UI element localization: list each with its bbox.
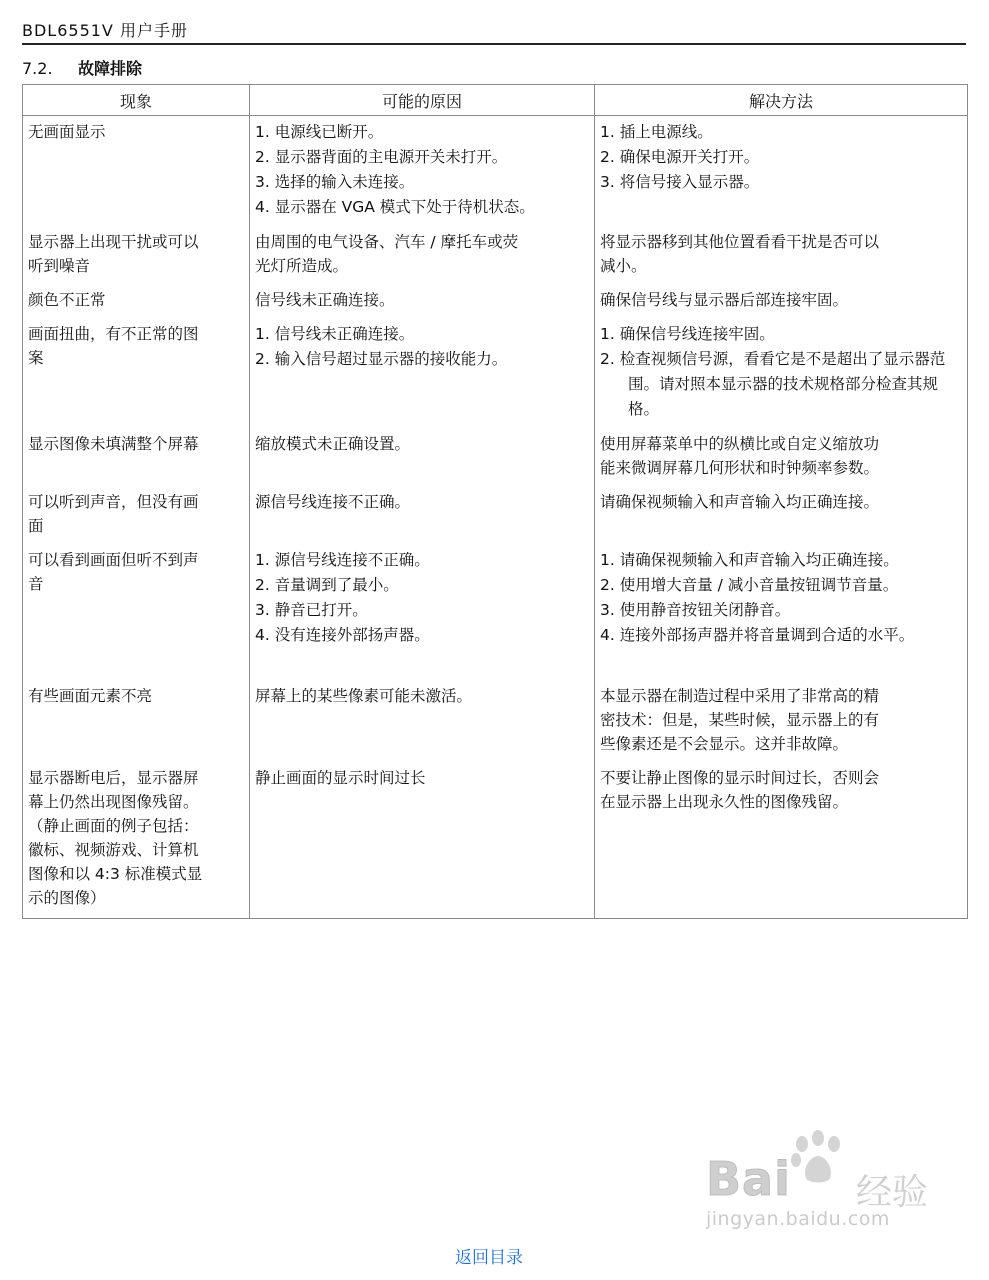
list-item: 3. 将信号接入显示器。 <box>600 173 760 191</box>
paw-icon <box>788 1130 848 1186</box>
text-line: 可以看到画面但听不到声 <box>28 551 199 569</box>
symptom-cell <box>23 486 250 544</box>
table-row <box>23 428 968 486</box>
baidu-watermark <box>706 1112 956 1232</box>
symptom-cell <box>23 428 250 486</box>
text-line: 有些画面元素不亮 <box>28 687 153 705</box>
section-number: 7.2. <box>22 59 53 78</box>
text-line: 静止画面的显示时间过长 <box>255 769 426 787</box>
list-item: 1. 确保信号线连接牢固。 <box>600 325 775 343</box>
list-item: 2. 确保电源开关打开。 <box>600 148 760 166</box>
list-item: 1. 信号线未正确连接。 <box>255 325 415 343</box>
text-line: 画面扭曲，有不正常的图 <box>28 325 199 343</box>
text-line: 光灯所造成。 <box>255 257 349 275</box>
back-to-contents-link[interactable]: 返回目录 <box>455 1248 523 1268</box>
text-line: 显示图像未填满整个屏幕 <box>28 435 199 453</box>
column-header-solution: 解决方法 <box>595 85 968 116</box>
table-row <box>23 284 968 318</box>
watermark-suffix: 经验 <box>856 1172 929 1213</box>
text-line: 密技术：但是，某些时候，显示器上的有 <box>600 711 880 729</box>
list-item: 1. 插上电源线。 <box>600 123 713 141</box>
text-line: 幕上仍然出现图像残留。 <box>28 793 199 811</box>
column-header-cause: 可能的原因 <box>250 85 595 116</box>
section-heading <box>22 58 142 80</box>
text-line: 听到噪音 <box>28 257 91 275</box>
section-title: 故障排除 <box>78 59 143 78</box>
list-item: 2. 检查视频信号源，看看它是不是超出了显示器范围。请对照本显示器的技术规格部分检查其规格。 <box>600 350 946 418</box>
text-line: 缩放模式未正确设置。 <box>255 435 411 453</box>
watermark-url: jingyan.baidu.com <box>706 1208 890 1230</box>
text-line: 显示器上出现干扰或可以 <box>28 233 199 251</box>
text-line: 将显示器移到其他位置看看干扰是否可以 <box>600 233 880 251</box>
text-line: 由周围的电气设备、汽车 / 摩托车或荧 <box>255 233 519 251</box>
symptom-cell <box>23 544 250 680</box>
table-header-row <box>23 85 968 116</box>
text-line: （静止画面的例子包括： <box>28 817 199 835</box>
cause-cell <box>250 318 595 428</box>
cause-cell <box>250 428 595 486</box>
list-item: 4. 连接外部扬声器并将音量调到合适的水平。 <box>600 626 915 644</box>
text-line: 信号线未正确连接。 <box>255 291 395 309</box>
solution-cell <box>595 486 968 544</box>
list-item: 1. 源信号线连接不正确。 <box>255 551 430 569</box>
list-item: 1. 请确保视频输入和声音输入均正确连接。 <box>600 551 899 569</box>
cause-cell <box>250 116 595 227</box>
cause-cell <box>250 762 595 919</box>
text-line: 在显示器上出现永久性的图像残留。 <box>600 793 849 811</box>
table-row <box>23 762 968 919</box>
symptom-cell <box>23 116 250 227</box>
list-item: 4. 显示器在 VGA 模式下处于待机状态。 <box>255 198 535 216</box>
cause-cell <box>250 284 595 318</box>
text-line: 图像和以 4:3 标准模式显 <box>28 865 203 883</box>
solution-cell <box>595 428 968 486</box>
solution-cell <box>595 284 968 318</box>
table-row <box>23 486 968 544</box>
text-line: 可以听到声音，但没有画 <box>28 493 199 511</box>
text-line: 使用屏幕菜单中的纵横比或自定义缩放功 <box>600 435 880 453</box>
document-header <box>22 20 966 45</box>
list-item: 2. 音量调到了最小。 <box>255 576 399 594</box>
text-line: 面 <box>28 517 44 535</box>
solution-cell <box>595 680 968 762</box>
solution-cell <box>595 116 968 227</box>
symptom-cell <box>23 680 250 762</box>
table-row <box>23 680 968 762</box>
symptom-cell <box>23 284 250 318</box>
text-line: 显示器断电后，显示器屏 <box>28 769 199 787</box>
solution-cell <box>595 318 968 428</box>
table-row <box>23 116 968 227</box>
text-line: 示的图像） <box>28 889 106 907</box>
cause-cell <box>250 226 595 284</box>
watermark-brand: Bai <box>706 1152 791 1206</box>
symptom-cell <box>23 226 250 284</box>
solution-cell <box>595 544 968 680</box>
text-line: 案 <box>28 349 44 367</box>
manual-title: BDL6551V 用户手册 <box>22 21 188 40</box>
list-item: 1. 电源线已断开。 <box>255 123 384 141</box>
text-line: 不要让静止图像的显示时间过长，否则会 <box>600 769 880 787</box>
list-item: 2. 输入信号超过显示器的接收能力。 <box>255 350 508 368</box>
list-item: 2. 使用增大音量 / 减小音量按钮调节音量。 <box>600 576 899 594</box>
list-item: 3. 使用静音按钮关闭静音。 <box>600 601 791 619</box>
text-line: 些像素还是不会显示。这并非故障。 <box>600 735 849 753</box>
list-item: 3. 选择的输入未连接。 <box>255 173 415 191</box>
text-line: 请确保视频输入和声音输入均正确连接。 <box>600 493 880 511</box>
table-row <box>23 226 968 284</box>
cause-cell <box>250 680 595 762</box>
list-item: 2. 显示器背面的主电源开关未打开。 <box>255 148 508 166</box>
table-body <box>23 116 968 919</box>
symptom-cell <box>23 762 250 919</box>
troubleshooting-table <box>22 84 968 919</box>
text-line: 音 <box>28 575 44 593</box>
table-row <box>23 544 968 680</box>
text-line: 颜色不正常 <box>28 291 106 309</box>
cause-cell <box>250 486 595 544</box>
list-item: 4. 没有连接外部扬声器。 <box>255 626 430 644</box>
solution-cell <box>595 762 968 919</box>
text-line: 无画面显示 <box>28 123 106 141</box>
text-line: 确保信号线与显示器后部连接牢固。 <box>600 291 849 309</box>
text-line: 徽标、视频游戏、计算机 <box>28 841 199 859</box>
solution-cell <box>595 226 968 284</box>
column-header-symptom: 现象 <box>23 85 250 116</box>
text-line: 能来微调屏幕几何形状和时钟频率参数。 <box>600 459 880 477</box>
table-row <box>23 318 968 428</box>
list-item: 3. 静音已打开。 <box>255 601 368 619</box>
text-line: 源信号线连接不正确。 <box>255 493 411 511</box>
symptom-cell <box>23 318 250 428</box>
cause-cell <box>250 544 595 680</box>
text-line: 本显示器在制造过程中采用了非常高的精 <box>600 687 880 705</box>
text-line: 屏幕上的某些像素可能未激活。 <box>255 687 473 705</box>
text-line: 减小。 <box>600 257 647 275</box>
